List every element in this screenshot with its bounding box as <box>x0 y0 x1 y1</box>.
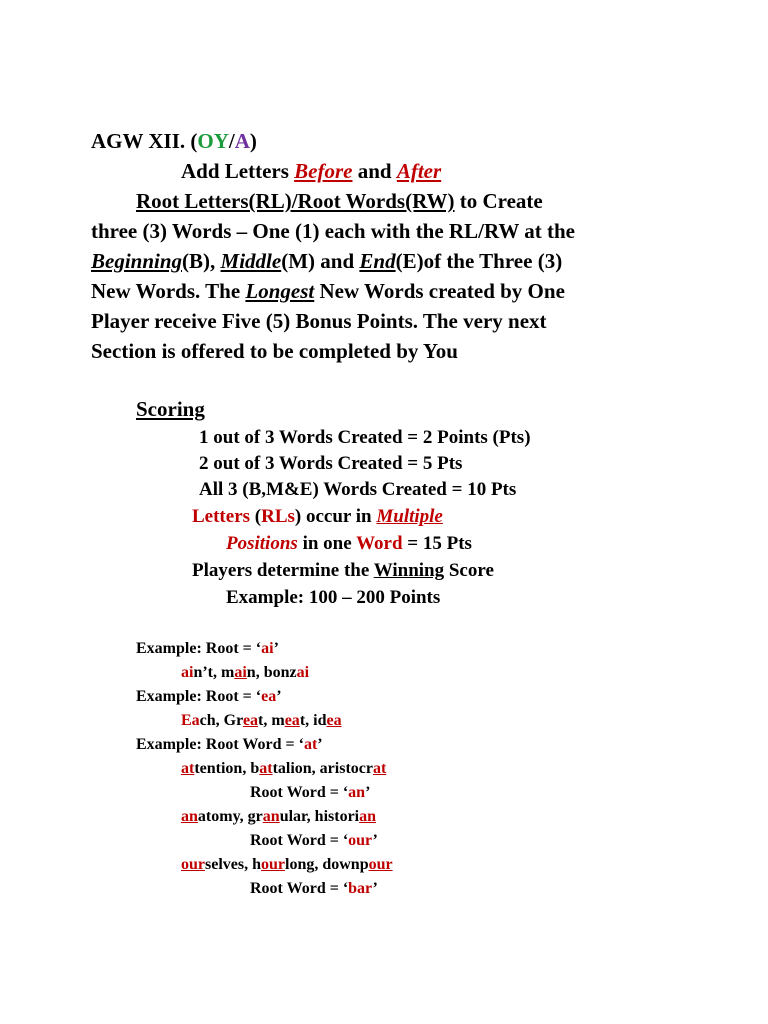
example-text: n, bonz <box>246 664 297 681</box>
intro-line-1 <box>181 159 441 184</box>
example-text: long, downp <box>285 856 369 873</box>
example-text: tention, b <box>194 760 260 777</box>
example-2-words <box>181 712 342 730</box>
intro-text: Add Letters <box>181 159 295 183</box>
scoring-text: Players determine the <box>192 560 374 581</box>
word-winning: Winning <box>373 560 445 581</box>
example-text: Root Word = ‘ <box>250 880 349 897</box>
root-highlight: our <box>368 856 393 873</box>
scoring-rule-4 <box>192 506 443 528</box>
example-text: ular, histori <box>279 808 360 825</box>
intro-line-5 <box>91 279 565 304</box>
word-longest: Longest <box>245 279 315 303</box>
intro-text: to Create <box>454 189 543 213</box>
example-5-label <box>250 832 378 850</box>
example-5-words <box>181 856 393 874</box>
heading-suffix: ) <box>249 129 257 153</box>
root-highlight: Ea <box>181 712 200 729</box>
example-2-label <box>136 688 282 706</box>
example-text: Example: Root = ‘ <box>136 640 262 657</box>
scoring-text: ( <box>250 506 262 527</box>
word-after: After <box>396 159 442 183</box>
example-text: Root Word = ‘ <box>250 832 349 849</box>
root-bar: bar <box>348 880 373 897</box>
root-highlight: at <box>259 760 273 777</box>
scoring-rule-5 <box>226 533 472 555</box>
example-text: Example: Root Word = ‘ <box>136 736 304 753</box>
example-text: ch, Gr <box>199 712 243 729</box>
example-text: t, m <box>258 712 285 729</box>
root-ai: ai <box>261 640 274 657</box>
root-highlight: an <box>181 808 198 825</box>
root-letters-words: Root Letters(RL)/Root Words(RW) <box>136 189 455 213</box>
word-middle: Middle <box>220 249 282 273</box>
scoring-text: in one <box>297 533 357 554</box>
intro-text: Player receive Five (5) Bonus Points. The very next <box>91 309 547 333</box>
example-text: ’ <box>372 880 378 897</box>
example-text: ’ <box>365 784 371 801</box>
word-before: Before <box>294 159 353 183</box>
word-letters: Letters <box>192 506 251 527</box>
root-highlight: ai <box>234 664 247 681</box>
example-text: selves, h <box>205 856 261 873</box>
root-highlight: ai <box>181 664 194 681</box>
example-text: ’ <box>273 640 279 657</box>
heading-prefix: AGW XII. ( <box>91 129 198 153</box>
scoring-rule-1: 1 out of 3 Words Created = 2 Points (Pts) <box>199 427 531 448</box>
intro-text: Section is offered to be completed by You <box>91 339 458 363</box>
scoring-rule-2: 2 out of 3 Words Created = 5 Pts <box>199 453 463 474</box>
intro-line-4 <box>91 249 562 274</box>
intro-line-3 <box>91 219 575 244</box>
example-1-words <box>181 664 309 682</box>
example-text: ’ <box>317 736 323 753</box>
example-text: Root Word = ‘ <box>250 784 349 801</box>
root-highlight: ea <box>242 712 259 729</box>
heading-oy: OY <box>197 129 229 153</box>
example-text: ’ <box>372 832 378 849</box>
intro-text: and <box>352 159 397 183</box>
word-positions: Positions <box>226 533 298 554</box>
intro-line-2 <box>136 189 543 214</box>
heading-slash: / <box>228 129 235 153</box>
root-ea: ea <box>261 688 277 705</box>
heading-a: A <box>234 129 250 153</box>
example-6-label <box>250 880 378 898</box>
example-text: n’t, m <box>193 664 235 681</box>
word-multiple: Multiple <box>376 506 443 527</box>
intro-text: (E)of the Three (3) <box>395 249 563 273</box>
root-at: at <box>303 736 318 753</box>
root-an: an <box>348 784 366 801</box>
intro-text: New Words. The <box>91 279 246 303</box>
scoring-rule-6 <box>192 560 494 582</box>
example-text: ’ <box>276 688 282 705</box>
scoring-text: ) occur in <box>294 506 377 527</box>
intro-line-7 <box>91 339 458 364</box>
root-our: our <box>348 832 373 849</box>
root-highlight: ai <box>296 664 310 681</box>
example-text: talion, aristocr <box>272 760 373 777</box>
example-text: t, id <box>299 712 327 729</box>
scoring-text: = 15 Pts <box>402 533 472 554</box>
scoring-text: Score <box>444 560 494 581</box>
root-highlight: our <box>261 856 285 873</box>
example-text: atomy, gr <box>197 808 263 825</box>
example-3-words <box>181 760 386 778</box>
word-word: Word <box>356 533 403 554</box>
example-text: Example: Root = ‘ <box>136 688 262 705</box>
root-highlight: an <box>359 808 377 825</box>
root-highlight: at <box>181 760 195 777</box>
intro-text: (B), <box>182 249 221 273</box>
word-end: End <box>359 249 396 273</box>
root-highlight: at <box>372 760 387 777</box>
example-1-label <box>136 640 279 658</box>
intro-text: three (3) Words – One (1) each with the RL/RW at the <box>91 219 575 243</box>
scoring-title: Scoring <box>136 397 205 421</box>
root-highlight: ea <box>284 712 300 729</box>
scoring-rule-7: Example: 100 – 200 Points <box>226 587 441 608</box>
root-highlight: ea <box>326 712 342 729</box>
doc-heading <box>91 129 257 154</box>
intro-text: (M) and <box>281 249 360 273</box>
intro-line-6 <box>91 309 547 334</box>
example-4-words <box>181 808 376 826</box>
example-3-label <box>136 736 323 754</box>
intro-text: New Words created by One <box>314 279 565 303</box>
root-highlight: our <box>181 856 205 873</box>
word-beginning: Beginning <box>91 249 183 273</box>
word-rls: RLs <box>261 506 295 527</box>
example-4-label <box>250 784 370 802</box>
root-highlight: an <box>262 808 280 825</box>
scoring-rule-3: All 3 (B,M&E) Words Created = 10 Pts <box>199 479 517 500</box>
